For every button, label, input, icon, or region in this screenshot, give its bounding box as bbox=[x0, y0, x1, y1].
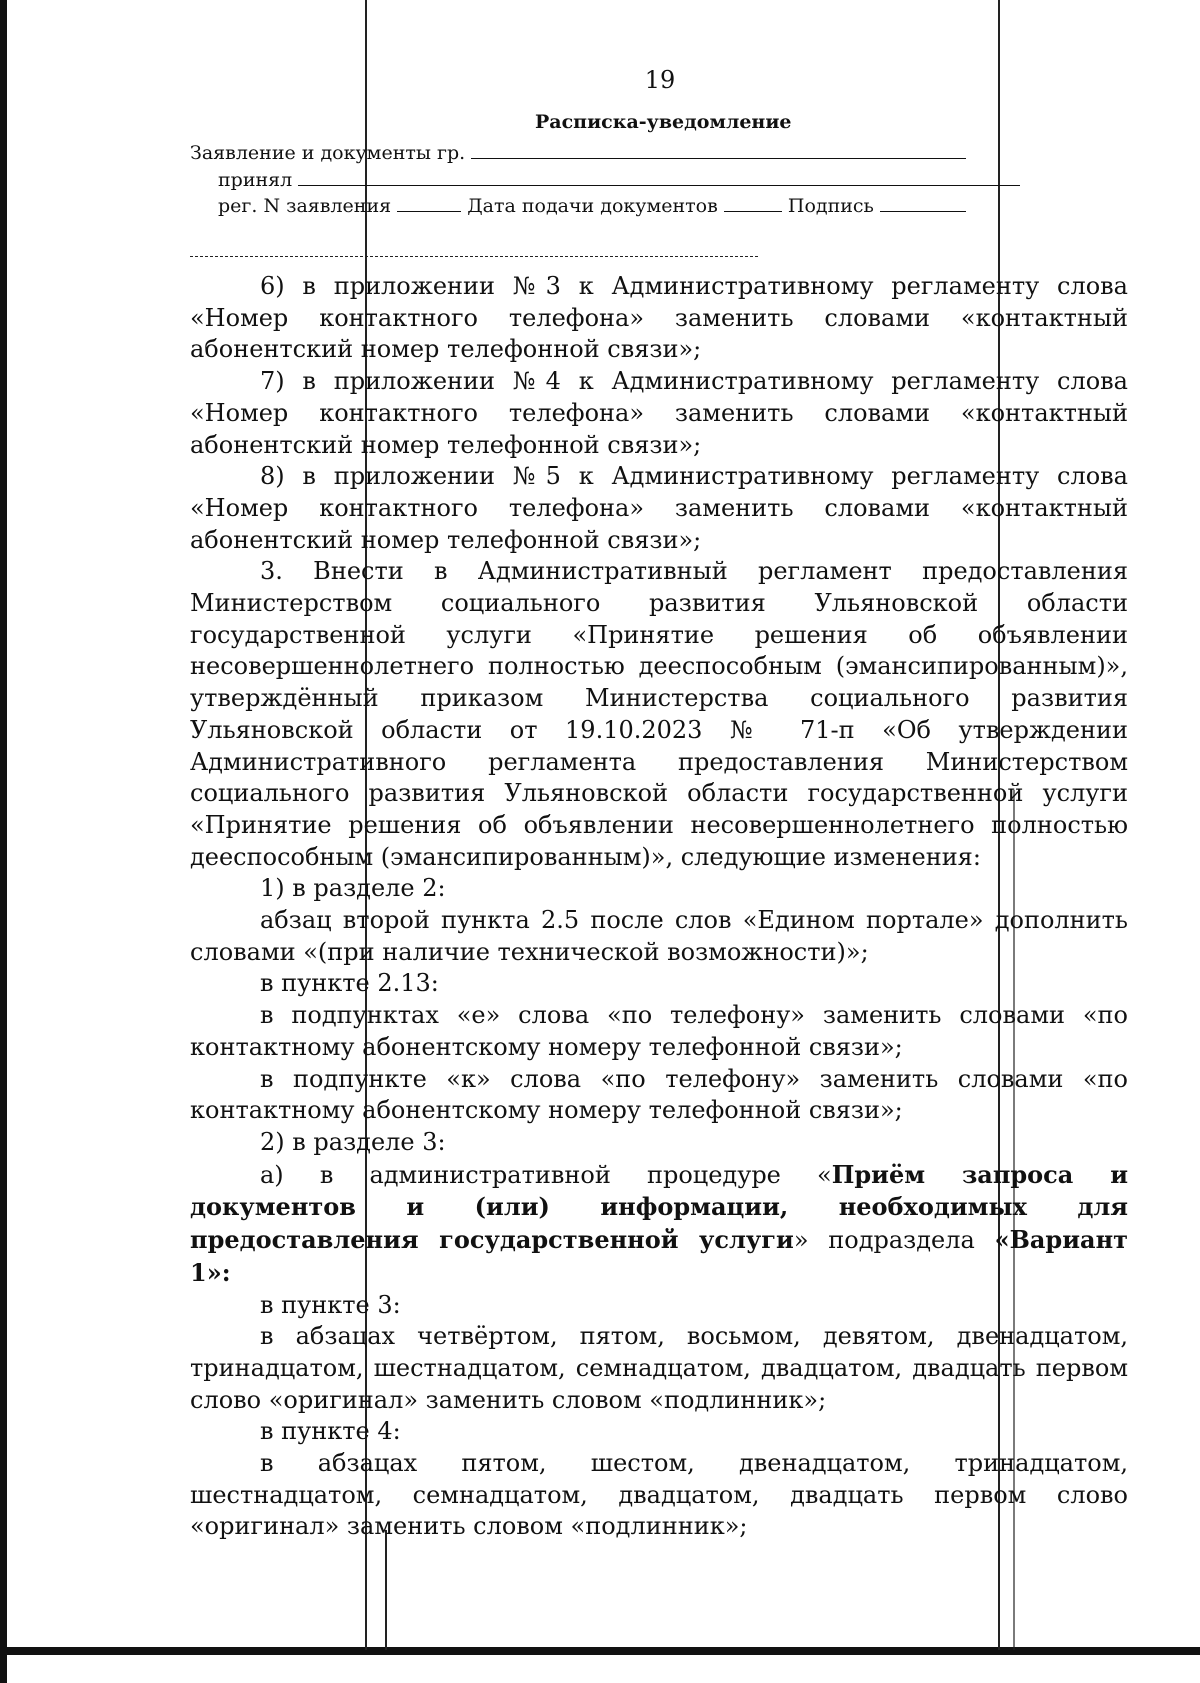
procedure-name: Приём запроса и документов и (или) информации, необходимых для предоставления государственной услуги bbox=[190, 1159, 1129, 1255]
paragraph-procedure bbox=[190, 1159, 1128, 1290]
paragraph: 7) в приложении №4 к Административному регламенту слова «Номер контактного телефона» заменить словами «контактный абонентский номер телефонной связи»; bbox=[190, 367, 1128, 459]
accepted-blank bbox=[298, 167, 1020, 186]
paragraph: в пункте 3: bbox=[260, 1290, 401, 1319]
procedure-middle: » подраздела bbox=[793, 1226, 995, 1255]
paragraph: в подпункте «к» слова «по телефону» заменить словами «по контактному абонентскому номеру телефонной связи»; bbox=[190, 1064, 1128, 1125]
receipt-line-accepted bbox=[218, 167, 1020, 191]
paragraph: в абзацах четвёртом, пятом, восьмом, девятом, двенадцатом, тринадцатом, шестнадцатом, семнадцатом, двадцатом, двадцать первом слово «оригинал» заменить словом «подлинник»; bbox=[190, 1322, 1128, 1414]
cut-line bbox=[190, 256, 758, 257]
scan-fold-line bbox=[385, 1530, 387, 1650]
receipt-accepted-label: принял bbox=[218, 169, 293, 191]
paragraph: 1) в разделе 2: bbox=[260, 874, 446, 903]
page-number: 19 bbox=[644, 66, 676, 94]
paragraph: 6) в приложении №3 к Административному регламенту слова «Номер контактного телефона» заменить словами «контактный абонентский номер телефонной связи»; bbox=[190, 272, 1128, 364]
receipt-title: Расписка-уведомление bbox=[535, 111, 792, 133]
applicant-blank bbox=[471, 140, 966, 159]
reg-number-label: рег. N заявления bbox=[218, 195, 392, 217]
receipt-applicant-label: Заявление и документы гр. bbox=[190, 142, 466, 164]
procedure-prefix: а) в административной процедуре « bbox=[260, 1160, 832, 1189]
paragraph: в пункте 4: bbox=[260, 1417, 401, 1446]
amendments-text bbox=[190, 271, 1128, 1543]
receipt-line-registration bbox=[218, 193, 966, 217]
submission-date-blank bbox=[724, 193, 782, 212]
scan-edge-left bbox=[0, 0, 7, 1683]
paragraph: в пункте 2.13: bbox=[260, 969, 439, 998]
submission-date-label: Дата подачи документов bbox=[467, 195, 718, 217]
signature-label: Подпись bbox=[787, 195, 874, 217]
signature-blank bbox=[880, 193, 966, 212]
subsection-name: «Вариант 1»: bbox=[190, 1225, 1128, 1287]
reg-number-blank bbox=[397, 193, 461, 212]
paragraph: 8) в приложении №5 к Административному регламенту слова «Номер контактного телефона» заменить словами «контактный абонентский номер телефонной связи»; bbox=[190, 462, 1128, 554]
paragraph: в подпунктах «е» слова «по телефону» заменить словами «по контактному абонентскому номеру телефонной связи»; bbox=[190, 1001, 1128, 1061]
paragraph: абзац второй пункта 2.5 после слов «Едином портале» дополнить словами «(при наличие технической возможности)»; bbox=[190, 906, 1128, 966]
paragraph: 3. Внести в Административный регламент предоставления Министерством социального развития Ульяновской области государственной услуги «Принятие решения об объявлении несовершеннолетнего полностью дееспособным (эмансипированным)», утверждённый приказом Министерства социального развития Ульяновской области от 19.10.2023 № 71-п «Об утверждении Административного регламента предоставления Министерством социального развития Ульяновской области государственной услуги «Принятие решения об объявлении несовершеннолетнего полностью дееспособным (эмансипированным)», следующие изменения: bbox=[190, 557, 1128, 871]
receipt-line-applicant bbox=[190, 140, 966, 164]
paragraph: в абзацах пятом, шестом, двенадцатом, тринадцатом, шестнадцатом, семнадцатом, двадцатом, двадцать первом слово «оригинал» заменить словом «подлинник»; bbox=[190, 1449, 1128, 1541]
scan-edge-bottom bbox=[0, 1647, 1200, 1655]
paragraph: 2) в разделе 3: bbox=[260, 1127, 446, 1156]
